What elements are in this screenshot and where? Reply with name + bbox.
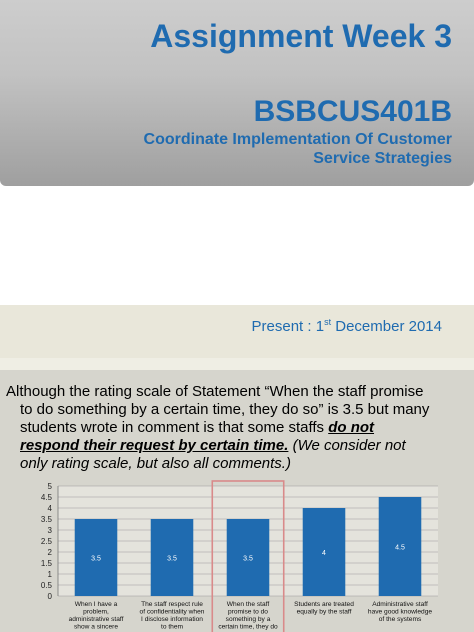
- x-category-label: The staff respect rule: [141, 601, 203, 608]
- x-category-label: administrative staff: [68, 616, 124, 623]
- para-line-4-text: (We consider not: [288, 437, 406, 454]
- course-subtitle: [40, 130, 452, 168]
- y-tick-label: 2.5: [40, 537, 52, 546]
- x-category-label: I disclose information: [141, 616, 203, 623]
- rating-bar-chart: [0, 478, 474, 632]
- chart-slide: [0, 370, 474, 632]
- para-line-3-emphasis: do not: [328, 419, 375, 436]
- x-category-label: certain time, they do: [218, 623, 278, 631]
- x-category-label: show a sincere: [74, 623, 118, 631]
- x-category-label: When I have a: [74, 601, 118, 608]
- x-category-label: Administrative staff: [372, 601, 428, 608]
- para-line-1: Although the rating scale of Statement “When the staff promise: [6, 383, 424, 400]
- present-prefix: Present : 1: [251, 318, 325, 335]
- para-line-4: [6, 437, 461, 455]
- y-tick-label: 0: [47, 592, 52, 601]
- x-category-label: problem,: [83, 608, 109, 616]
- present-date: [252, 317, 442, 335]
- y-tick-label: 1: [47, 570, 52, 579]
- slide-title: Assignment Week 3: [150, 18, 452, 54]
- para-line-3: [6, 419, 461, 437]
- bar-value-label: 3.5: [91, 555, 101, 563]
- y-tick-label: 4: [47, 504, 52, 513]
- y-tick-label: 3: [47, 526, 52, 535]
- y-tick-label: 4.5: [40, 493, 52, 502]
- para-line-4-emphasis: respond their request by certain time.: [20, 437, 289, 454]
- bar-value-label: 3.5: [167, 555, 177, 563]
- para-line-5: only rating scale, but also all comments.): [20, 455, 291, 472]
- bar-value-label: 4: [322, 550, 326, 557]
- x-category-label: something by a: [225, 616, 271, 623]
- x-category-label: of the systems: [378, 616, 422, 623]
- x-category-label: equally by the staff: [296, 608, 352, 616]
- y-tick-label: 1.5: [40, 559, 52, 568]
- present-sup: st: [324, 317, 332, 327]
- para-line-2: to do something by a certain time, they do so” is 3.5 but many: [20, 401, 430, 418]
- course-code: BSBCUS401B: [253, 95, 452, 128]
- y-tick-label: 5: [47, 482, 52, 491]
- y-tick-label: 0.5: [40, 581, 52, 590]
- bar-value-label: 3.5: [243, 555, 253, 563]
- y-tick-label: 2: [47, 548, 52, 557]
- subtitle-line-1: Coordinate Implementation Of Customer: [143, 131, 452, 148]
- x-category-label: Students are treated: [294, 601, 354, 608]
- analysis-paragraph: [6, 383, 461, 473]
- x-category-label: have good knowledge: [367, 608, 433, 616]
- bar-value-label: 4.5: [395, 544, 405, 552]
- x-category-label: to them: [161, 623, 183, 631]
- present-suffix: December 2014: [331, 318, 442, 335]
- para-line-3-text: students wrote in comment is that some staffs: [20, 419, 329, 436]
- subtitle-line-2: Service Strategies: [313, 150, 452, 167]
- y-tick-label: 3.5: [40, 515, 52, 524]
- x-category-label: When the staff: [226, 601, 270, 608]
- x-category-label: promise to do: [228, 608, 268, 616]
- x-category-label: of confidentiality when: [139, 608, 205, 616]
